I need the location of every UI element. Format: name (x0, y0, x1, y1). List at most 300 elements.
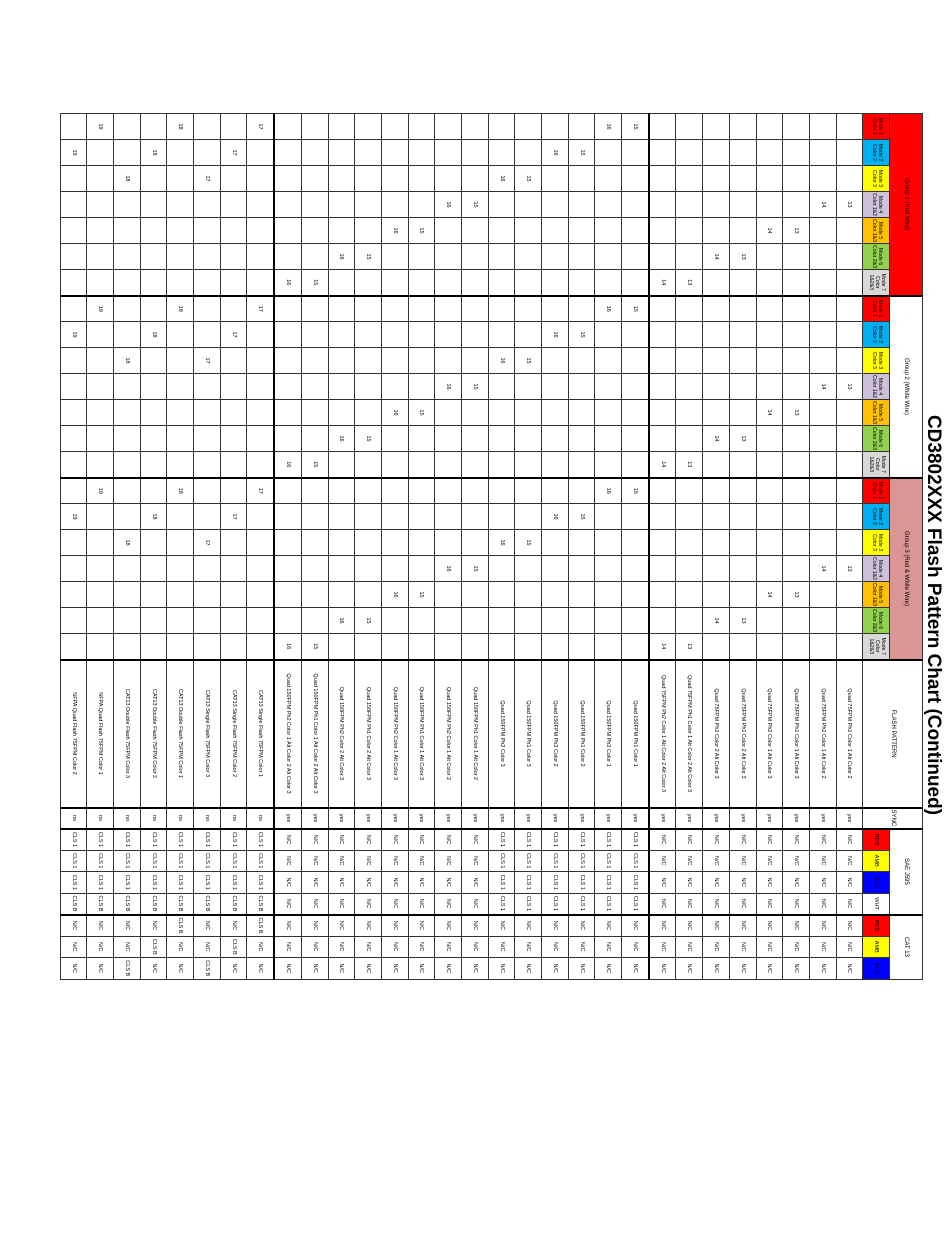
mode-cell: 15 (622, 114, 649, 140)
flash-pattern-cell: Quad 150FPM Ph1 Color 1 (622, 660, 649, 808)
table-row (140, 114, 167, 980)
mode-cell (515, 478, 542, 504)
sync-cell: no (114, 808, 141, 829)
mode-cell (783, 530, 810, 556)
table-row (114, 114, 141, 980)
sae-cell: N/C (408, 893, 435, 915)
mode-cell (568, 452, 595, 478)
mode-cell (247, 556, 274, 582)
mode-cell (274, 504, 301, 530)
mode-cell (435, 244, 462, 270)
mode-cell (703, 400, 730, 426)
sae-cell: CLS 1 (568, 872, 595, 894)
flash-pattern-cell: Quad 150FPM Ph2 Color 1 (595, 660, 622, 808)
cat-cell: N/C (756, 915, 783, 937)
mode-cell (140, 452, 167, 478)
mode-cell (729, 322, 756, 348)
sae-cell: N/C (462, 829, 489, 851)
mode-header-g1-m4: Mode 4 Color 1&2 (863, 192, 890, 218)
mode-cell: 14 (649, 634, 676, 660)
cat-cell: N/C (140, 915, 167, 937)
mode-cell (87, 400, 114, 426)
mode-cell (595, 504, 622, 530)
cat-cell: N/C (595, 936, 622, 958)
mode-cell (167, 166, 194, 192)
mode-cell (435, 114, 462, 140)
flash-pattern-cell: Quad 150FPM Ph1 Color 3 (515, 660, 542, 808)
mode-cell (756, 166, 783, 192)
sae-cell: N/C (756, 872, 783, 894)
sae-cell: N/C (836, 872, 863, 894)
mode-cell: 15 (568, 140, 595, 166)
mode-cell: 15 (515, 530, 542, 556)
mode-header-g3-m2: Mode 2 Color 2 (863, 504, 890, 530)
mode-cell: 15 (355, 244, 382, 270)
sync-cell: yes (542, 808, 569, 829)
table-row (87, 114, 114, 980)
cat-cell: N/C (703, 958, 730, 980)
mode-cell (542, 452, 569, 478)
mode-cell (756, 530, 783, 556)
cat-col-blu: BLU (863, 958, 890, 980)
mode-cell (703, 348, 730, 374)
mode-cell (809, 270, 836, 296)
mode-cell (435, 322, 462, 348)
sync-cell: yes (408, 808, 435, 829)
mode-cell: 16 (435, 192, 462, 218)
cat-cell: N/C (60, 915, 87, 937)
mode-cell (515, 296, 542, 322)
sync-cell: no (194, 808, 221, 829)
mode-cell (836, 478, 863, 504)
mode-cell (836, 530, 863, 556)
cat-cell: N/C (649, 958, 676, 980)
sae-cell: N/C (274, 872, 301, 894)
mode-cell (809, 218, 836, 244)
mode-cell (60, 582, 87, 608)
mode-cell (488, 582, 515, 608)
table-row (301, 114, 328, 980)
sae-cell: N/C (649, 850, 676, 872)
mode-cell (355, 530, 382, 556)
mode-cell (515, 452, 542, 478)
mode-cell (703, 582, 730, 608)
sae-cell: N/C (729, 872, 756, 894)
mode-cell: 16 (488, 348, 515, 374)
mode-cell (756, 192, 783, 218)
mode-cell (408, 192, 435, 218)
cat-cell: N/C (114, 915, 141, 937)
table-row (809, 114, 836, 980)
mode-cell (595, 140, 622, 166)
sae-cell: N/C (809, 829, 836, 851)
mode-cell (649, 348, 676, 374)
cat-cell: N/C (408, 936, 435, 958)
mode-cell (87, 348, 114, 374)
mode-cell (649, 322, 676, 348)
mode-cell (568, 634, 595, 660)
page-title: CD3802XXX Flash Pattern Chart (Continued) (923, 414, 944, 816)
mode-cell (809, 504, 836, 530)
mode-cell (622, 582, 649, 608)
cat-cell: N/C (60, 936, 87, 958)
mode-cell: 19 (60, 140, 87, 166)
sae-cell: CLS 1 (622, 872, 649, 894)
mode-cell (676, 530, 703, 556)
mode-cell (836, 218, 863, 244)
mode-cell (542, 244, 569, 270)
sync-cell: yes (595, 808, 622, 829)
mode-cell (87, 582, 114, 608)
cat-cell: N/C (676, 958, 703, 980)
mode-cell (809, 608, 836, 634)
mode-cell (809, 400, 836, 426)
mode-cell (729, 166, 756, 192)
mode-cell (408, 296, 435, 322)
sae-cell: CLS 1 (622, 893, 649, 915)
mode-cell (247, 400, 274, 426)
mode-cell (247, 218, 274, 244)
mode-cell (462, 452, 489, 478)
mode-cell (408, 374, 435, 400)
mode-cell (703, 322, 730, 348)
mode-cell (140, 374, 167, 400)
mode-cell (435, 530, 462, 556)
cat-cell: N/C (809, 915, 836, 937)
mode-cell: 18 (114, 166, 141, 192)
mode-cell (167, 556, 194, 582)
cat-cell: CLS B (194, 958, 221, 980)
mode-cell (783, 504, 810, 530)
mode-cell (60, 348, 87, 374)
mode-cell (542, 530, 569, 556)
mode-cell (408, 634, 435, 660)
mode-cell: 14 (756, 218, 783, 244)
mode-cell (167, 530, 194, 556)
cat-cell: N/C (542, 958, 569, 980)
table-row (381, 114, 408, 980)
mode-cell (408, 270, 435, 296)
cat-cell: N/C (783, 915, 810, 937)
flash-pattern-cell: Quad 75FPM Ph1 Color 1 Alt Color 2 (836, 660, 863, 808)
mode-cell (167, 218, 194, 244)
mode-cell (381, 634, 408, 660)
mode-cell (756, 452, 783, 478)
cat-cell: N/C (568, 936, 595, 958)
mode-cell (515, 582, 542, 608)
mode-cell (568, 270, 595, 296)
mode-cell (328, 348, 355, 374)
mode-cell (247, 348, 274, 374)
cat-cell: CLS B (114, 958, 141, 980)
mode-cell (355, 296, 382, 322)
cat-cell: N/C (729, 936, 756, 958)
mode-cell (462, 140, 489, 166)
sae-cell: CLS 1 (247, 829, 274, 851)
sae-cell: N/C (729, 850, 756, 872)
mode-cell (435, 270, 462, 296)
mode-cell (408, 608, 435, 634)
sae-cell: N/C (676, 893, 703, 915)
mode-cell (274, 296, 301, 322)
cat-cell: N/C (462, 936, 489, 958)
mode-cell (408, 478, 435, 504)
mode-cell (462, 530, 489, 556)
mode-cell (355, 478, 382, 504)
mode-cell (167, 140, 194, 166)
sync-cell: yes (381, 808, 408, 829)
cat-cell: N/C (542, 915, 569, 937)
sae-cell: CLS 1 (515, 893, 542, 915)
mode-cell (703, 634, 730, 660)
mode-cell (167, 270, 194, 296)
sae-cell: CLS 1 (542, 829, 569, 851)
mode-cell (703, 166, 730, 192)
cat-cell: N/C (836, 936, 863, 958)
mode-cell (649, 556, 676, 582)
flash-pattern-cell: Quad 150FPM Ph2 Color 2 (542, 660, 569, 808)
mode-cell (355, 582, 382, 608)
mode-cell (542, 218, 569, 244)
mode-cell (729, 452, 756, 478)
mode-cell: 19 (87, 478, 114, 504)
mode-cell: 13 (676, 270, 703, 296)
mode-cell (783, 348, 810, 374)
mode-cell (114, 634, 141, 660)
mode-header-g1-m1: Mode 1 Color 1 (863, 114, 890, 140)
cat-cell: N/C (649, 936, 676, 958)
group-header-1: Group 1 (Red Wire) (890, 114, 923, 296)
mode-cell (729, 478, 756, 504)
mode-cell (355, 322, 382, 348)
mode-cell (729, 270, 756, 296)
mode-cell: 17 (194, 348, 221, 374)
table-row (622, 114, 649, 980)
cat-cell: N/C (355, 958, 382, 980)
mode-cell (140, 114, 167, 140)
sae-cell: N/C (435, 893, 462, 915)
flash-pattern-cell: NFPA Quad Flash 75FPM Color 1 (87, 660, 114, 808)
mode-cell (274, 114, 301, 140)
mode-cell (140, 244, 167, 270)
sae-header: SAE J595 (890, 829, 923, 915)
mode-cell (568, 166, 595, 192)
mode-cell (836, 400, 863, 426)
mode-cell (488, 218, 515, 244)
mode-cell (703, 114, 730, 140)
mode-cell (60, 556, 87, 582)
mode-cell (756, 114, 783, 140)
sync-cell: yes (488, 808, 515, 829)
mode-cell: 16 (328, 244, 355, 270)
cat-cell: N/C (328, 958, 355, 980)
mode-cell (381, 556, 408, 582)
mode-cell (783, 556, 810, 582)
mode-cell (355, 166, 382, 192)
mode-header-g2-m7: Mode 7 Color 1&2&3 (863, 452, 890, 478)
table-row (247, 114, 274, 980)
cat-cell: N/C (488, 936, 515, 958)
mode-cell (703, 296, 730, 322)
mode-cell: 15 (355, 608, 382, 634)
mode-cell (836, 452, 863, 478)
sae-cell: N/C (756, 893, 783, 915)
mode-cell (381, 478, 408, 504)
sae-cell: CLS 1 (568, 850, 595, 872)
mode-cell: 16 (328, 608, 355, 634)
cat-cell: N/C (462, 915, 489, 937)
mode-cell (836, 426, 863, 452)
mode-cell (194, 192, 221, 218)
mode-cell (488, 270, 515, 296)
mode-cell (622, 452, 649, 478)
mode-cell (488, 504, 515, 530)
mode-cell: 19 (60, 322, 87, 348)
sae-cell: CLS 1 (568, 829, 595, 851)
mode-cell (836, 296, 863, 322)
mode-cell (515, 400, 542, 426)
mode-cell: 15 (462, 374, 489, 400)
mode-cell: 18 (140, 504, 167, 530)
mode-cell (836, 634, 863, 660)
mode-cell (515, 114, 542, 140)
mode-cell: 15 (622, 296, 649, 322)
mode-cell (703, 374, 730, 400)
mode-cell (729, 348, 756, 374)
mode-cell (783, 374, 810, 400)
flash-pattern-cell: Quad 150FPM Ph2 Color 1 Alt Color 2 Alt Color 3 (274, 660, 301, 808)
mode-cell: 16 (542, 140, 569, 166)
mode-cell (515, 634, 542, 660)
flash-pattern-cell: Quad 75FPM Ph1 Color 1 Alt Color 3 (783, 660, 810, 808)
sae-cell: N/C (676, 872, 703, 894)
mode-cell (756, 608, 783, 634)
mode-cell (355, 634, 382, 660)
group-header-2: Group 2 (White Wire) (890, 296, 923, 478)
sae-cell: N/C (756, 829, 783, 851)
mode-cell (809, 426, 836, 452)
sae-cell: CLS 1 (140, 829, 167, 851)
mode-cell: 16 (274, 270, 301, 296)
sae-cell: CLS 1 (220, 872, 247, 894)
mode-cell (114, 374, 141, 400)
mode-cell (568, 556, 595, 582)
mode-cell: 17 (220, 322, 247, 348)
mode-cell: 13 (676, 452, 703, 478)
cat-cell: N/C (274, 915, 301, 937)
sync-cell: yes (836, 808, 863, 829)
mode-cell (140, 556, 167, 582)
mode-cell (488, 634, 515, 660)
mode-cell (301, 608, 328, 634)
mode-cell (783, 634, 810, 660)
mode-cell (194, 114, 221, 140)
mode-cell (783, 426, 810, 452)
cat-col-red: RED (863, 915, 890, 937)
sae-cell: N/C (703, 850, 730, 872)
mode-cell (836, 270, 863, 296)
cat-cell: N/C (622, 958, 649, 980)
sae-cell: N/C (756, 850, 783, 872)
mode-cell (756, 556, 783, 582)
mode-cell (649, 114, 676, 140)
sae-cell: N/C (836, 893, 863, 915)
sae-cell: N/C (435, 872, 462, 894)
mode-cell (60, 530, 87, 556)
mode-cell (462, 296, 489, 322)
mode-cell (649, 426, 676, 452)
mode-cell (595, 634, 622, 660)
flash-pattern-cell: Quad 75FPM Ph2 Color 2 Alt Color 3 (703, 660, 730, 808)
mode-cell: 17 (247, 296, 274, 322)
mode-cell (60, 270, 87, 296)
cat-cell: N/C (381, 936, 408, 958)
sync-cell: yes (301, 808, 328, 829)
mode-cell (301, 166, 328, 192)
sae-cell: CLS 1 (87, 829, 114, 851)
mode-cell (676, 504, 703, 530)
flash-pattern-cell: Quad 75FPM Ph2 Color 1 Alt Color 2 Alt Color 3 (649, 660, 676, 808)
mode-cell: 18 (167, 296, 194, 322)
sae-cell: N/C (301, 850, 328, 872)
mode-cell (167, 608, 194, 634)
mode-cell: 16 (595, 114, 622, 140)
sync-cell: yes (783, 808, 810, 829)
mode-cell (622, 270, 649, 296)
mode-cell (60, 634, 87, 660)
sae-cell: N/C (355, 829, 382, 851)
mode-cell (703, 140, 730, 166)
sae-cell: CLS 1 (247, 850, 274, 872)
flash-pattern-cell: Quad 150FPM Ph2 Color 3 (488, 660, 515, 808)
mode-cell (114, 452, 141, 478)
flash-pattern-cell: Quad 75FPM Ph2 Color 1 Alt Color 3 (756, 660, 783, 808)
mode-cell: 13 (729, 608, 756, 634)
flash-pattern-cell: CAT13 Double Flash 75FPM Color 3 (114, 660, 141, 808)
mode-cell (836, 608, 863, 634)
mode-cell (622, 400, 649, 426)
mode-cell: 14 (756, 400, 783, 426)
mode-cell (462, 244, 489, 270)
mode-cell (595, 530, 622, 556)
mode-cell (622, 244, 649, 270)
mode-cell: 14 (756, 582, 783, 608)
mode-cell (462, 114, 489, 140)
mode-cell (542, 400, 569, 426)
mode-cell (87, 140, 114, 166)
sae-col-wht: WHT (863, 893, 890, 915)
mode-cell (87, 322, 114, 348)
mode-cell (408, 426, 435, 452)
mode-cell (247, 270, 274, 296)
mode-cell (60, 244, 87, 270)
mode-cell: 13 (676, 634, 703, 660)
mode-cell (568, 530, 595, 556)
sae-cell: CLS B (87, 893, 114, 915)
table-row (595, 114, 622, 980)
mode-cell (355, 140, 382, 166)
sae-cell: N/C (301, 829, 328, 851)
mode-cell (622, 504, 649, 530)
mode-cell (355, 192, 382, 218)
mode-cell: 16 (274, 634, 301, 660)
mode-header-g2-m3: Mode 3 Color 3 (863, 348, 890, 374)
cat-cell: CLS B (167, 915, 194, 937)
sae-cell: N/C (462, 850, 489, 872)
mode-cell (649, 504, 676, 530)
sync-cell: yes (435, 808, 462, 829)
sae-cell: N/C (462, 893, 489, 915)
